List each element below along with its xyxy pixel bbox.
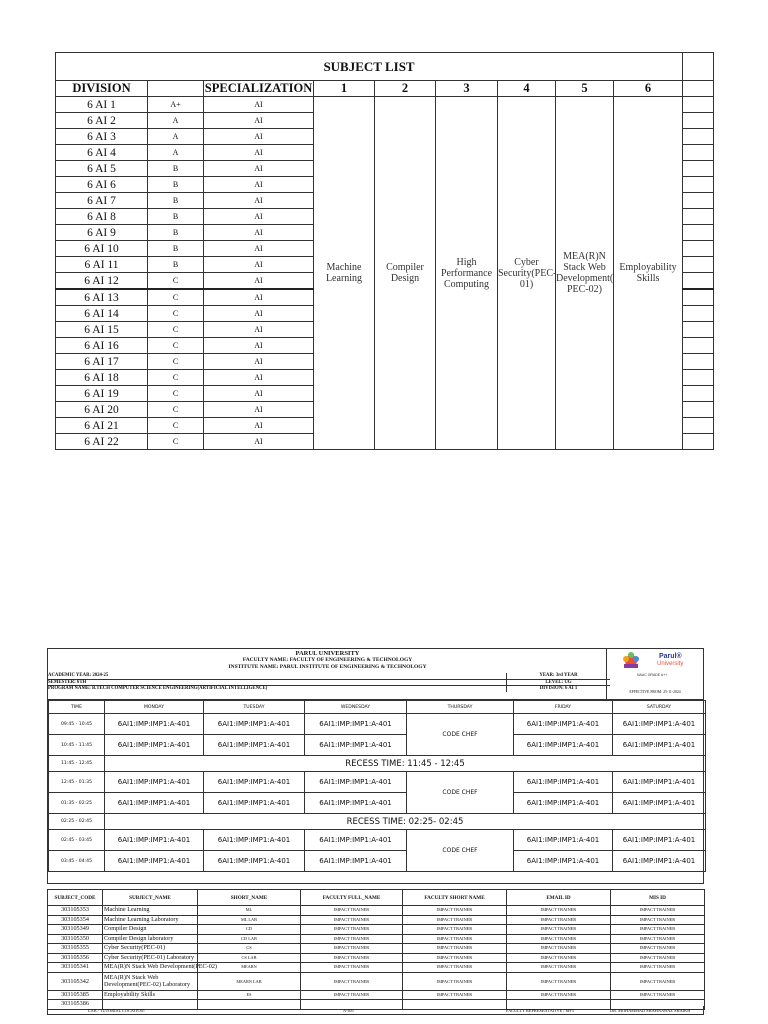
subject-code-cell: 303105386 xyxy=(48,1000,103,1010)
grade-cell: B xyxy=(148,193,204,209)
time-cell: 02:45 - 03:45 xyxy=(49,830,105,851)
session-tuesday: 6AI1:IMP:IMP1:A-401 xyxy=(204,851,305,872)
day-header-tuesday: TUESDAY xyxy=(204,701,305,714)
session-wednesday: 6AI1:IMP:IMP1:A-401 xyxy=(305,851,407,872)
division-cell: 6 AI 16 xyxy=(56,338,148,354)
session-saturday: 6AI1:IMP:IMP1:A-401 xyxy=(613,735,706,756)
grade-cell: B xyxy=(148,225,204,241)
division-cell: 6 AI 6 xyxy=(56,177,148,193)
session-monday: 6AI1:IMP:IMP1:A-401 xyxy=(105,830,204,851)
email-id-cell: IMPACT TRAINER xyxy=(507,990,611,1000)
session-wednesday: 6AI1:IMP:IMP1:A-401 xyxy=(305,772,407,793)
email-id-cell: IMPACT TRAINER xyxy=(507,906,611,916)
session-friday: 6AI1:IMP:IMP1:A-401 xyxy=(514,714,613,735)
grade-cell: A xyxy=(148,145,204,161)
recess-label: RECESS TIME: 02:25- 02:45 xyxy=(105,814,706,830)
short-name-cell: CD xyxy=(198,925,301,935)
specialization-cell: AI xyxy=(204,289,314,306)
specialization-cell: AI xyxy=(204,370,314,386)
footer-location-value: A-401 xyxy=(343,1008,354,1013)
email-id-cell: IMPACT TRAINER xyxy=(507,963,611,973)
blank-cell xyxy=(683,338,714,354)
time-slot-row xyxy=(49,714,706,735)
email-id-cell: IMPACT TRAINER xyxy=(507,944,611,954)
blank-cell xyxy=(683,97,714,113)
specialization-cell: AI xyxy=(204,113,314,129)
division-row xyxy=(56,97,714,113)
mis-id-cell: IMPACT TRAINER xyxy=(611,934,705,944)
subject-name-cell: Employability Skills xyxy=(103,990,198,1000)
header-division: DIVISION xyxy=(56,81,148,97)
subject-code-cell: 303105353 xyxy=(48,906,103,916)
specialization-cell: AI xyxy=(204,97,314,113)
faculty-short-name-cell: IMPACT TRAINER xyxy=(403,925,507,935)
grade-cell: B xyxy=(148,257,204,273)
blank-cell xyxy=(683,145,714,161)
faculty-full-name-cell: IMPACT TRAINER xyxy=(301,925,403,935)
short-name-cell: CD LAB xyxy=(198,934,301,944)
division-cell: 6 AI 8 xyxy=(56,209,148,225)
day-header-wednesday: WEDNESDAY xyxy=(305,701,407,714)
header-grade xyxy=(148,81,204,97)
faculty-short-name-cell: IMPACT TRAINER xyxy=(403,963,507,973)
subject-code-cell: 303105385 xyxy=(48,990,103,1000)
time-cell: 11:45 - 12:45 xyxy=(49,756,105,772)
blank-cell xyxy=(683,241,714,257)
division-cell: 6 AI 9 xyxy=(56,225,148,241)
faculty-full-name-cell: IMPACT TRAINER xyxy=(301,963,403,973)
subject-row xyxy=(48,934,705,944)
grade-cell: A xyxy=(148,113,204,129)
day-header-thursday: THURSDAY xyxy=(407,701,514,714)
col-subject-code: SUBJECT_CODE xyxy=(48,890,103,906)
subject-row xyxy=(48,944,705,954)
subject-code-cell: 303105354 xyxy=(48,915,103,925)
specialization-cell: AI xyxy=(204,306,314,322)
time-cell: 03:45 - 04:45 xyxy=(49,851,105,872)
specialization-cell: AI xyxy=(204,257,314,273)
specialization-cell: AI xyxy=(204,177,314,193)
effective-date: EFFECTIVE FROM: 25-11-2024 xyxy=(606,685,703,699)
session-tuesday: 6AI1:IMP:IMP1:A-401 xyxy=(204,714,305,735)
timetable-grid xyxy=(48,700,706,872)
subject-name-cell: Machine Learning xyxy=(103,906,198,916)
blank-cell xyxy=(683,257,714,273)
subject-list-title: SUBJECT LIST xyxy=(56,53,683,81)
specialization-cell: AI xyxy=(204,418,314,434)
division-cell: 6 AI 3 xyxy=(56,129,148,145)
specialization-cell: AI xyxy=(204,241,314,257)
grade-cell: C xyxy=(148,418,204,434)
session-wednesday: 6AI1:IMP:IMP1:A-401 xyxy=(305,793,407,814)
division-cell: 6 AI 14 xyxy=(56,306,148,322)
session-monday: 6AI1:IMP:IMP1:A-401 xyxy=(105,772,204,793)
time-slot-row xyxy=(49,735,706,756)
division-cell: 6 AI 21 xyxy=(56,418,148,434)
blank-cell xyxy=(683,273,714,290)
session-saturday: 6AI1:IMP:IMP1:A-401 xyxy=(613,851,706,872)
col-email-id: EMAIL ID xyxy=(507,890,611,906)
division-cell: 6 AI 11 xyxy=(56,257,148,273)
specialization-cell: AI xyxy=(204,273,314,290)
col-short-name: SHORT_NAME xyxy=(198,890,301,906)
grade-cell: C xyxy=(148,402,204,418)
university-logo xyxy=(606,649,703,685)
subject-name-cell: MEA(R)N Stack Web Development(PEC-02) Laboratory xyxy=(103,972,198,990)
subject-cell-5: MEA(R)N Stack Web Development( PEC-02) xyxy=(556,97,614,450)
title-blank-cell xyxy=(683,53,714,81)
specialization-cell: AI xyxy=(204,225,314,241)
subject-code-cell: 303105356 xyxy=(48,953,103,963)
grade-cell: C xyxy=(148,370,204,386)
code-chef-cell: CODE CHEF xyxy=(407,772,514,814)
division-cell: 6 AI 15 xyxy=(56,322,148,338)
grade-cell: C xyxy=(148,322,204,338)
subject-row xyxy=(48,963,705,973)
division-cell: 6 AI 2 xyxy=(56,113,148,129)
mis-id-cell: IMPACT TRAINER xyxy=(611,953,705,963)
session-tuesday: 6AI1:IMP:IMP1:A-401 xyxy=(204,793,305,814)
faculty-name: FACULTY NAME: FACULTY OF ENGINEERING & TECHNOLOGY xyxy=(242,657,413,663)
short-name-cell: CS xyxy=(198,944,301,954)
session-saturday: 6AI1:IMP:IMP1:A-401 xyxy=(613,793,706,814)
col-faculty-full-name: FACULTY FULL_NAME xyxy=(301,890,403,906)
email-id-cell: IMPACT TRAINER xyxy=(507,953,611,963)
short-name-cell: MEARN LAB xyxy=(198,972,301,990)
subject-row xyxy=(48,953,705,963)
division-cell: 6 AI 13 xyxy=(56,289,148,306)
faculty-short-name-cell: IMPACT TRAINER xyxy=(403,944,507,954)
academic-year: ACADEMIC YEAR: 2024-25 xyxy=(48,673,508,680)
faculty-full-name-cell: IMPACT TRAINER xyxy=(301,953,403,963)
session-friday: 6AI1:IMP:IMP1:A-401 xyxy=(514,851,613,872)
parul-logo-icon xyxy=(607,649,703,685)
time-slot-row xyxy=(49,772,706,793)
subject-list-table xyxy=(55,52,714,450)
subject-cell-4: Cyber Security(PEC-01) xyxy=(498,97,556,450)
day-header-friday: FRIDAY xyxy=(514,701,613,714)
header-subject-3: 3 xyxy=(436,81,498,97)
level-info: LEVEL: UG xyxy=(507,680,610,687)
header-blank xyxy=(683,81,714,97)
short-name-cell: CS LAB xyxy=(198,953,301,963)
code-chef-cell: CODE CHEF xyxy=(407,714,514,756)
short-name-cell: ES xyxy=(198,990,301,1000)
faculty-short-name-cell: IMPACT TRAINER xyxy=(403,915,507,925)
short-name-cell: ML LAB xyxy=(198,915,301,925)
specialization-cell: AI xyxy=(204,193,314,209)
timetable-section xyxy=(47,648,704,884)
semester: SEMESTER: 6TH xyxy=(48,680,508,687)
faculty-short-name-cell: IMPACT TRAINER xyxy=(403,906,507,916)
code-chef-cell: CODE CHEF xyxy=(407,830,514,872)
email-id-cell: IMPACT TRAINER xyxy=(507,972,611,990)
specialization-cell: AI xyxy=(204,145,314,161)
footer-representative-label: FACULTY REPRESENTATIVE / MFT xyxy=(506,1008,575,1013)
session-wednesday: 6AI1:IMP:IMP1:A-401 xyxy=(305,735,407,756)
blank-cell xyxy=(683,129,714,145)
division-cell: 6 AI 18 xyxy=(56,370,148,386)
division-cell: 6 AI 20 xyxy=(56,402,148,418)
recess-row xyxy=(49,756,706,772)
time-slot-row xyxy=(49,851,706,872)
session-tuesday: 6AI1:IMP:IMP1:A-401 xyxy=(204,830,305,851)
session-tuesday: 6AI1:IMP:IMP1:A-401 xyxy=(204,735,305,756)
email-id-cell: IMPACT TRAINER xyxy=(507,934,611,944)
session-saturday: 6AI1:IMP:IMP1:A-401 xyxy=(613,714,706,735)
day-header-monday: MONDAY xyxy=(105,701,204,714)
blank-cell xyxy=(683,418,714,434)
time-cell: 10:45 - 11:45 xyxy=(49,735,105,756)
col-faculty-short-name: FACULTY SHORT NAME xyxy=(403,890,507,906)
subject-cell-3: High Performance Computing xyxy=(436,97,498,450)
session-friday: 6AI1:IMP:IMP1:A-401 xyxy=(514,793,613,814)
day-header-saturday: SATURDAY xyxy=(613,701,706,714)
division-cell: 6 AI 22 xyxy=(56,434,148,450)
division-cell: 6 AI 17 xyxy=(56,354,148,370)
mis-id-cell: IMPACT TRAINER xyxy=(611,915,705,925)
header-subject-4: 4 xyxy=(498,81,556,97)
program-name: PROGRAM NAME: B.TECH COMPUTER SCIENCE ENGINEERING(ARTIFICIAL INTELLIGENCE) xyxy=(48,686,268,691)
subject-name-cell: Machine Learning Laboratory xyxy=(103,915,198,925)
division-cell: 6 AI 7 xyxy=(56,193,148,209)
mis-id-cell: IMPACT TRAINER xyxy=(611,906,705,916)
blank-cell xyxy=(683,177,714,193)
subject-code-cell: 303105355 xyxy=(48,944,103,954)
faculty-full-name-cell: IMPACT TRAINER xyxy=(301,944,403,954)
grade-cell: A+ xyxy=(148,97,204,113)
header-subject-5: 5 xyxy=(556,81,614,97)
svg-text:Parul®: Parul® xyxy=(659,653,682,660)
header-subject-6: 6 xyxy=(614,81,683,97)
specialization-cell: AI xyxy=(204,402,314,418)
grade-cell: C xyxy=(148,273,204,290)
subject-name-cell: Compiler Design laboratory xyxy=(103,934,198,944)
grade-cell: C xyxy=(148,434,204,450)
subject-cell-2: Compiler Design xyxy=(375,97,436,450)
faculty-full-name-cell: IMPACT TRAINER xyxy=(301,990,403,1000)
session-friday: 6AI1:IMP:IMP1:A-401 xyxy=(514,830,613,851)
svg-text:NAAC GRADE A++: NAAC GRADE A++ xyxy=(637,673,668,677)
short-name-cell: MEARN xyxy=(198,963,301,973)
subject-code-cell: 303105342 xyxy=(48,972,103,990)
session-monday: 6AI1:IMP:IMP1:A-401 xyxy=(105,735,204,756)
grade-cell: C xyxy=(148,338,204,354)
recess-row xyxy=(49,814,706,830)
subject-row xyxy=(48,925,705,935)
blank-cell xyxy=(683,402,714,418)
specialization-cell: AI xyxy=(204,161,314,177)
subject-name-cell: MEA(R)N Stack Web Development(PEC-02) xyxy=(104,963,217,971)
session-wednesday: 6AI1:IMP:IMP1:A-401 xyxy=(305,830,407,851)
blank-cell xyxy=(683,434,714,450)
division-cell: 6 AI 12 xyxy=(56,273,148,290)
col-mis-id: MIS ID xyxy=(611,890,705,906)
division-cell: 6 AI 1 xyxy=(56,97,148,113)
grade-cell: B xyxy=(148,177,204,193)
blank-cell xyxy=(683,161,714,177)
subject-row xyxy=(48,990,705,1000)
session-tuesday: 6AI1:IMP:IMP1:A-401 xyxy=(204,772,305,793)
blank-cell xyxy=(683,193,714,209)
mis-id-cell: IMPACT TRAINER xyxy=(611,972,705,990)
faculty-short-name-cell: IMPACT TRAINER xyxy=(403,953,507,963)
subject-code-cell: 303105349 xyxy=(48,925,103,935)
institute-name: INSTITUTE NAME: PARUL INSTITUTE OF ENGINEERING & TECHNOLOGY xyxy=(228,664,427,670)
session-friday: 6AI1:IMP:IMP1:A-401 xyxy=(514,735,613,756)
grade-cell: A xyxy=(148,129,204,145)
mis-id-cell: IMPACT TRAINER xyxy=(611,963,705,973)
grade-cell: B xyxy=(148,241,204,257)
timetable-footer xyxy=(47,1006,704,1015)
grade-cell: B xyxy=(148,209,204,225)
blank-cell xyxy=(683,225,714,241)
subject-row xyxy=(48,972,705,990)
subject-details-table xyxy=(47,889,705,1010)
specialization-cell: AI xyxy=(204,129,314,145)
faculty-short-name-cell: IMPACT TRAINER xyxy=(403,990,507,1000)
faculty-short-name-cell: IMPACT TRAINER xyxy=(403,934,507,944)
day-header-time: TIME xyxy=(49,701,105,714)
faculty-full-name-cell: IMPACT TRAINER xyxy=(301,934,403,944)
blank-cell xyxy=(683,113,714,129)
subject-name-cell: Compiler Design xyxy=(103,925,198,935)
blank-cell xyxy=(683,354,714,370)
division-cell: 6 AI 5 xyxy=(56,161,148,177)
session-wednesday: 6AI1:IMP:IMP1:A-401 xyxy=(305,714,407,735)
email-id-cell: IMPACT TRAINER xyxy=(507,925,611,935)
mis-id-cell: IMPACT TRAINER xyxy=(611,925,705,935)
subject-name-cell: Cyber Security(PEC-01) xyxy=(103,944,198,954)
time-slot-row xyxy=(49,793,706,814)
faculty-short-name-cell: IMPACT TRAINER xyxy=(403,972,507,990)
time-cell: 09:45 - 10:45 xyxy=(49,714,105,735)
subject-code-cell: 303105350 xyxy=(48,934,103,944)
year-info: YEAR: 3rd YEAR xyxy=(507,673,610,680)
specialization-cell: AI xyxy=(204,434,314,450)
grade-cell: B xyxy=(148,161,204,177)
col-subject-name: SUBJECT_NAME xyxy=(103,890,198,906)
header-subject-1: 1 xyxy=(314,81,375,97)
email-id-cell: IMPACT TRAINER xyxy=(507,915,611,925)
division-cell: 6 AI 4 xyxy=(56,145,148,161)
grade-cell: C xyxy=(148,386,204,402)
grade-cell: C xyxy=(148,306,204,322)
session-friday: 6AI1:IMP:IMP1:A-401 xyxy=(514,772,613,793)
subject-row xyxy=(48,906,705,916)
recess-label: RECESS TIME: 11:45 - 12:45 xyxy=(105,756,706,772)
session-monday: 6AI1:IMP:IMP1:A-401 xyxy=(105,793,204,814)
svg-text:University: University xyxy=(657,661,684,667)
division-info: DIVISION: 6 AI 1 xyxy=(539,686,578,691)
blank-cell xyxy=(683,370,714,386)
mis-id-cell: IMPACT TRAINER xyxy=(611,944,705,954)
faculty-full-name-cell: IMPACT TRAINER xyxy=(301,972,403,990)
division-cell: 6 AI 10 xyxy=(56,241,148,257)
specialization-cell: AI xyxy=(204,338,314,354)
specialization-cell: AI xyxy=(204,386,314,402)
blank-cell xyxy=(683,386,714,402)
faculty-full-name-cell: IMPACT TRAINER xyxy=(301,915,403,925)
time-cell: 02:25 - 02:45 xyxy=(49,814,105,830)
time-cell: 12:45 - 01:35 xyxy=(49,772,105,793)
session-monday: 6AI1:IMP:IMP1:A-401 xyxy=(105,714,204,735)
footer-location-label: LAB / TUTORIAL LOCATION: xyxy=(88,1008,145,1013)
subject-cell-1: Machine Learning xyxy=(314,97,375,450)
subject-cell-6: Employability Skills xyxy=(614,97,683,450)
header-subject-2: 2 xyxy=(375,81,436,97)
blank-cell xyxy=(683,289,714,306)
timetable-header xyxy=(48,649,703,700)
time-cell: 01:35 - 02:25 xyxy=(49,793,105,814)
short-name-cell: ML xyxy=(198,906,301,916)
blank-cell xyxy=(683,322,714,338)
grade-cell: C xyxy=(148,289,204,306)
subject-code-cell: 303105341 xyxy=(48,963,103,973)
footer-representative-name: DR. MOHAMMAD SHAHNAWAZ SHAIKH xyxy=(610,1008,691,1013)
grade-cell: C xyxy=(148,354,204,370)
specialization-cell: AI xyxy=(204,209,314,225)
session-saturday: 6AI1:IMP:IMP1:A-401 xyxy=(613,772,706,793)
mis-id-cell: IMPACT TRAINER xyxy=(611,990,705,1000)
blank-cell xyxy=(683,306,714,322)
university-name: PARUL UNIVERSITY xyxy=(295,650,360,657)
specialization-cell: AI xyxy=(204,354,314,370)
session-saturday: 6AI1:IMP:IMP1:A-401 xyxy=(613,830,706,851)
header-specialization: SPECIALIZATION xyxy=(204,81,313,95)
session-monday: 6AI1:IMP:IMP1:A-401 xyxy=(105,851,204,872)
blank-cell xyxy=(683,209,714,225)
subject-name-cell: Cyber Security(PEC-01) Laboratory xyxy=(103,953,198,963)
faculty-full-name-cell: IMPACT TRAINER xyxy=(301,906,403,916)
division-cell: 6 AI 19 xyxy=(56,386,148,402)
subject-row xyxy=(48,915,705,925)
time-slot-row xyxy=(49,830,706,851)
specialization-cell: AI xyxy=(204,322,314,338)
